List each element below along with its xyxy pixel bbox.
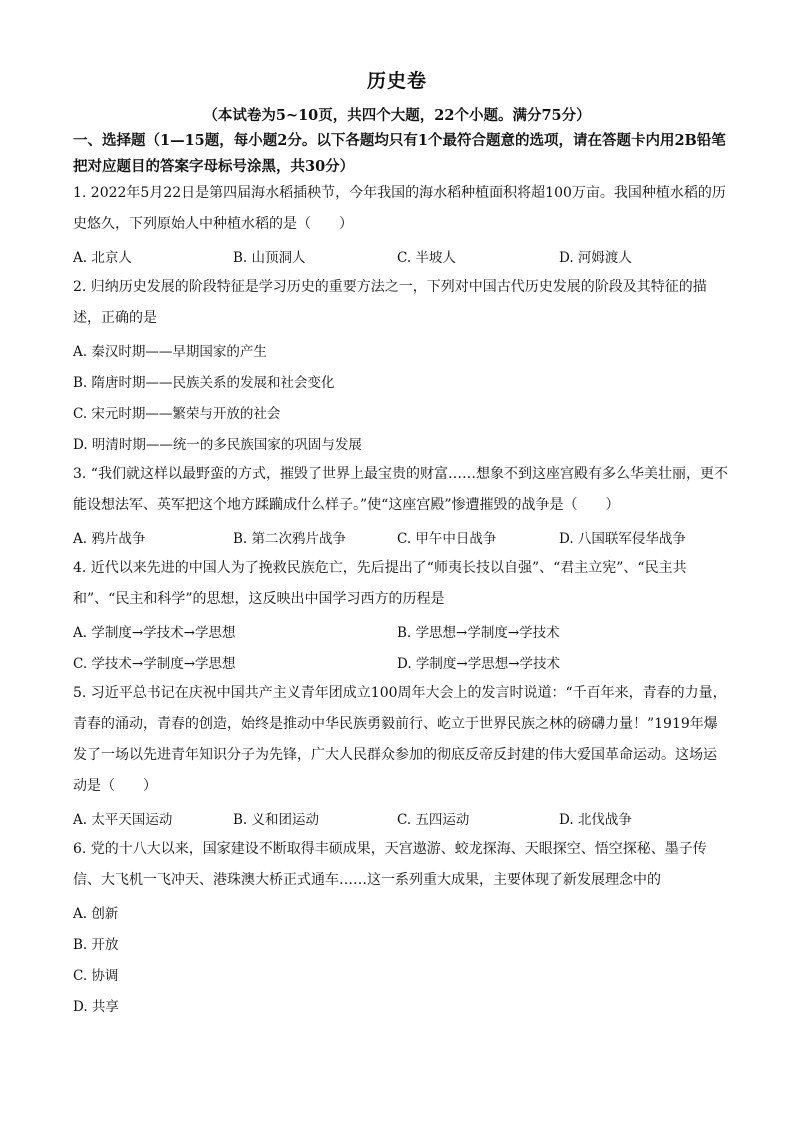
question-6-option-c: C. 协调: [73, 968, 119, 984]
question-2-option-b: B. 隋唐时期——民族关系的发展和社会变化: [73, 375, 335, 391]
question-3-options: [73, 527, 733, 551]
question-2-option-d: D. 明清时期——统一的多民族国家的巩固与发展: [73, 437, 362, 453]
question-1-options: [73, 246, 733, 270]
question-5-option-d: D. 北伐战争: [559, 812, 632, 828]
question-6-option-d: D. 共享: [73, 999, 119, 1015]
page-title: 历史卷: [366, 70, 427, 92]
question-1-option-d: D. 河姆渡人: [559, 250, 632, 266]
question-4-option-b: B. 学思想→学制度→学技术: [397, 625, 560, 641]
question-4-stem: 4. 近代以来先进的中国人为了挽救民族危亡，先后提出了“师夷长技以自强”、“君主立宪”、“民主共和”、“民主和科学”的思想，这反映出中国学习西方的历程是: [73, 560, 687, 607]
question-6-option-a: A. 创新: [73, 906, 119, 922]
question-3-option-b: B. 第二次鸦片战争: [233, 531, 347, 547]
question-5-option-b: B. 义和团运动: [233, 812, 320, 828]
question-1-option-c: C. 半坡人: [397, 250, 456, 266]
question-3-option-a: A. 鸦片战争: [73, 531, 146, 547]
question-5-options: [73, 808, 733, 832]
question-5-option-c: C. 五四运动: [397, 812, 470, 828]
question-4-option-d: D. 学制度→学思想→学技术: [397, 656, 561, 672]
question-1-option-a: A. 北京人: [73, 250, 132, 266]
question-3-option-c: C. 甲午中日战争: [397, 531, 497, 547]
question-4-option-c: C. 学技术→学制度→学思想: [73, 656, 236, 672]
question-4-options-row1: [73, 621, 733, 645]
question-2-stem: 2. 归纳历史发展的阶段特征是学习历史的重要方法之一，下列对中国古代历史发展的阶段及其特征的描述，正确的是: [73, 279, 707, 326]
question-5-stem: 5. 习近平总书记在庆祝中国共产主义青年团成立100周年大会上的发言时说道：“千百年来，青春的力量，青春的涌动，青春的创造，始终是推动中华民族勇毅前行、屹立于世界民族之林的磅礴力量！”1919年爆发了一场以先进青年知识分子为先锋，广大人民群众参加的彻底反帝反封建的伟大爱国革命运动。这场运动是（ ）: [73, 685, 727, 794]
question-1-option-b: B. 山顶洞人: [233, 250, 306, 266]
question-2-option-a: A. 秦汉时期——早期国家的产生: [73, 344, 267, 360]
question-1-stem: 1. 2022年5月22日是第四届海水稻插秧节，今年我国的海水稻种植面积将超100万亩。我国种植水稻的历史悠久，下列原始人中种植水稻的是（ ）: [73, 185, 726, 232]
question-5-option-a: A. 太平天国运动: [73, 812, 173, 828]
section-heading: 一、选择题（1—15题，每小题2分。以下各题均只有1个最符合题意的选项，请在答题卡内用2B铅笔把对应题目的答案字母标号涂黑，共30分）: [73, 132, 726, 175]
question-6-option-b: B. 开放: [73, 937, 119, 953]
question-3-option-d: D. 八国联军侵华战争: [559, 531, 686, 547]
page-subtitle: （本试卷为5~10页，共四个大题，22个小题。满分75分）: [203, 107, 591, 124]
question-3-stem: 3. “我们就这样以最野蛮的方式，摧毁了世界上最宝贵的财富……想象不到这座宫殿有多么华美壮丽，更不能设想法军、英军把这个地方蹂躏成什么样子。”使“这座宫殿”惨遭摧毁的战争是（ ）: [73, 466, 728, 513]
question-2-option-c: C. 宋元时期——繁荣与开放的社会: [73, 406, 281, 422]
question-4-options-row2: [73, 652, 733, 676]
question-4-option-a: A. 学制度→学技术→学思想: [73, 625, 236, 641]
question-6-stem: 6. 党的十八大以来，国家建设不断取得丰硕成果，天宫遨游、蛟龙探海、天眼探空、悟空探秘、墨子传信、大飞机一飞冲天、港珠澳大桥正式通车……这一系列重大成果，主要体现了新发展理念中的: [73, 841, 707, 888]
